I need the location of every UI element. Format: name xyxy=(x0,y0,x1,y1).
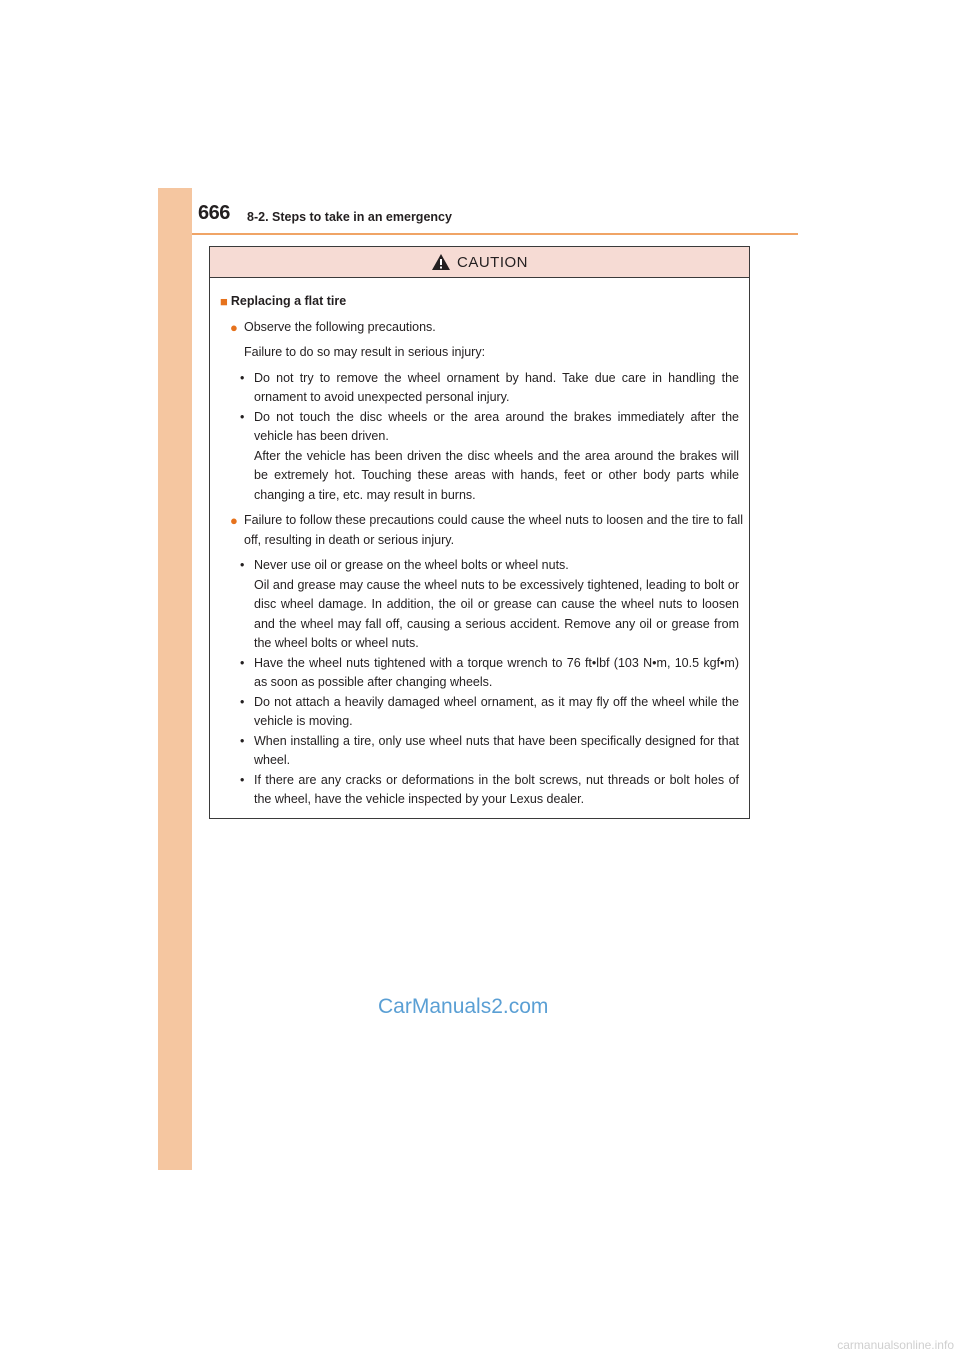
page-header xyxy=(192,200,798,234)
caution-header xyxy=(210,247,749,278)
sidebar-tab xyxy=(158,188,192,1170)
subhead-text: Replacing a flat tire xyxy=(230,294,347,308)
precaution-list xyxy=(220,369,743,506)
square-bullet-icon: ■ xyxy=(220,294,228,309)
precaution-lead: ● Observe the following precautions. xyxy=(220,318,743,338)
header-rule xyxy=(192,233,798,235)
list-item: • Do not try to remove the wheel ornament by hand. Take due care in handling the ornament to avoid unexpected personal injury. xyxy=(240,370,739,404)
caution-label: CAUTION xyxy=(457,253,528,271)
watermark-link[interactable]: CarManuals2.com xyxy=(378,995,549,1018)
caution-body xyxy=(210,278,749,810)
caution-box xyxy=(209,246,750,819)
list-item: • Do not attach a heavily damaged wheel ornament, as it may fly off the wheel while the vehicle is moving. xyxy=(240,694,739,728)
list-item: • Never use oil or grease on the wheel bolts or wheel nuts. xyxy=(240,558,569,572)
failure-lead: ● Failure to follow these precautions could cause the wheel nuts to loosen and the tire to fall off, resulting in death or serious injury. xyxy=(220,511,743,550)
circle-bullet-icon: ● xyxy=(230,513,238,528)
list-item-continuation: After the vehicle has been driven the disc wheels and the area around the brakes will be extremely hot. Touching these areas with hands, feet or other body parts while changing a tire, etc. may result in burns. xyxy=(254,448,739,502)
caution-subhead xyxy=(220,292,743,312)
list-item: • When installing a tire, only use wheel nuts that have been specifically designed for that wheel. xyxy=(240,733,739,767)
precaution-sub: Failure to do so may result in serious injury: xyxy=(244,345,486,359)
page-number: 666 xyxy=(198,202,230,224)
list-item: • Do not touch the disc wheels or the area around the brakes immediately after the vehicle has been driven. xyxy=(240,409,739,443)
circle-bullet-icon: ● xyxy=(230,319,238,335)
list-item: • Have the wheel nuts tightened with a torque wrench to 76 ft•lbf (103 N•m, 10.5 kgf•m) as soon as possible after changing wheels. xyxy=(240,655,739,689)
section-title: 8-2. Steps to take in an emergency xyxy=(247,210,452,224)
wheel-nut-list xyxy=(220,556,743,810)
list-item: • If there are any cracks or deformations in the bolt screws, nut threads or bolt holes of the wheel, have the vehicle inspected by your Lexus dealer. xyxy=(240,772,739,806)
list-item-continuation: Oil and grease may cause the wheel nuts to be excessively tightened, leading to bolt or disc wheel damage. In addition, the oil or grease can cause the wheel nuts to loosen and the wheel may fall off, causing a serious accident. Remove any oil or grease from the wheel bolts or wheel nuts. xyxy=(254,577,739,650)
footer-watermark: carmanualsonline.info xyxy=(837,1338,954,1352)
warning-triangle-icon xyxy=(431,253,451,271)
